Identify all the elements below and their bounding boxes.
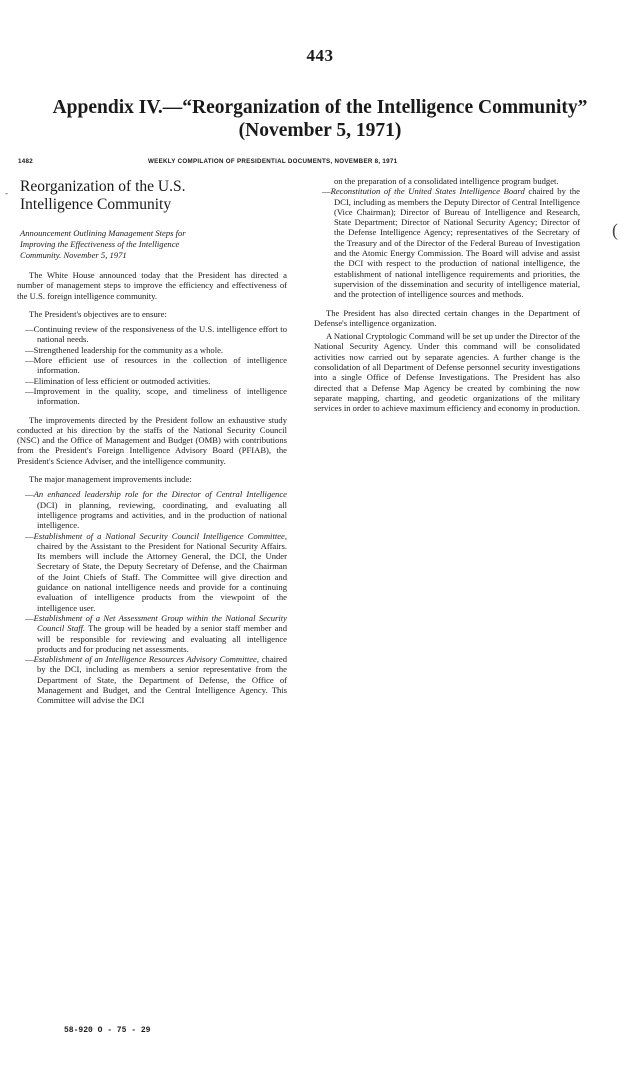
appendix-title-line: Appendix IV.—“Reorganization of the Intelligence Community”: [52, 97, 588, 118]
page-number: 443: [306, 46, 334, 65]
list-item-text: (DCI) in planning, reviewing, coordinating, and evaluating all intelligence programs and activities, and in the production of national intelligence.: [37, 499, 287, 531]
defense-paragraph: The President has also directed certain changes in the Department of Defense's intelligence organization.: [314, 307, 580, 328]
list-item: —An enhanced leadership role for the Director of Central Intelligence (DCI) in planning, reviewing, coordinating, and evaluating all intelligence programs and activities, and in the production of national intelligence.: [25, 489, 287, 531]
list-item-text: chaired by the DCI, including as members the Deputy Director of Central Intelligence (Vice Chairman); Director of Bureau of Intelligence and Research, State Department; Director of National Security Agency; Director of the Defense Intelligence Agency; representatives of the Secretary of the Treasury and of the Director of the Federal Bureau of Investigation and the Atomic Energy Commission. The Board will advise and assist the DCI with respect to the production of national intelligence, the establishment of national intelligence requirements and priorities, the supervision of the dissemination and security of intelligence material, and the protection of intelligence sources and methods.: [334, 186, 580, 300]
list-item: —Establishment of a National Security Council Intelligence Committee, chaired by the Assistant to the President for National Security Affairs. Its members will include the Attorney General, the DCI, the Under Secretary of State, the Deputy Secretary of Defense, and the Chairman of the Joint Chiefs of Staff. The Committee will give direction and guidance on national intelligence needs and provide for a continuing evaluation of intelligence products from the viewpoint of the intelligence user.: [25, 530, 287, 613]
list-item-heading: Establishment of a Net Assessment Group within the National Security Council Staff.: [33, 612, 287, 634]
list-item-heading: Establishment of a National Security Council Intelligence Committee,: [33, 530, 287, 541]
list-item-continuation: on the preparation of a consolidated intelligence program budget.: [334, 176, 559, 186]
list-item: —Strengthened leadership for the community as a whole.: [25, 344, 224, 355]
study-paragraph: The improvements directed by the President follow an exhaustive study conducted at his direction by the staffs of the National Security Council (NSC) and the Office of Management and Budget (OMB) with contributions from the President's Foreign Intelligence Advisory Board (PFIAB), the President's Science Adviser, and the intelligence community.: [17, 414, 287, 466]
announcement-line: Community. November 5, 1971: [20, 250, 127, 260]
continued-list: [322, 176, 580, 300]
intro-paragraph: The White House announced today that the President has directed a number of management steps to improve the efficiency and effectiveness of the U.S. foreign intelligence community.: [17, 270, 287, 301]
right-column: [314, 176, 580, 414]
left-column: [17, 176, 287, 706]
article-title-line: Intelligence Community: [20, 196, 172, 213]
list-item: —Reconstitution of the United States Intelligence Board chaired by the DCI, including as members the Deputy Director of Central Intelligence (Vice Chairman); Director of Bureau of Intelligence and Research, State Department; Director of National Security Agency; Director of the Defense Intelligence Agency; representatives of the Secretary of the Treasury and of the Director of the Federal Bureau of Investigation and the Atomic Energy Commission. The Board will advise and assist the DCI with respect to the production of national intelligence, the establishment of national intelligence requirements and priorities, the supervision of the dissemination and security of intelligence material, and the protection of intelligence sources and methods.: [322, 186, 580, 300]
list-item: —Establishment of a Net Assessment Group within the National Security Council Staff. The group will be headed by a senior staff member and will be responsible for reviewing and evaluating all intelligence products and for producing net assessments.: [25, 612, 288, 654]
objectives-list: [25, 324, 287, 406]
list-item: —Elimination of less efficient or outmoded activities.: [25, 375, 211, 386]
improvements-list: [25, 489, 287, 705]
list-item: —Continuing review of the responsiveness of the U.S. intelligence effort to national needs.: [25, 324, 287, 345]
list-item-text: chaired by the DCI, including as members a senior representative from the Department of State, the Department of Defense, the Office of Management and Budget, and the Central Intelligence Agency. This Committee will advise the DCI: [37, 654, 288, 706]
list-item: —Improvement in the quality, scope, and timeliness of intelligence information.: [25, 385, 287, 407]
list-item-heading: An enhanced leadership role for the Director of Central Intelligence: [33, 489, 287, 500]
article-title: [20, 178, 287, 214]
running-head-publication: WEEKLY COMPILATION OF PRESIDENTIAL DOCUMENTS, NOVEMBER 8, 1971: [148, 158, 398, 165]
margin-dash-mark: -: [5, 188, 8, 198]
cryptologic-paragraph: A National Cryptologic Command will be set up under the Director of the National Security Agency. Under this command will be consolidated activities now carried out by separate agencies. A further change is the consolidation of all Department of Defense personnel security investigations into a single Office of Defense Investigations. The President has also directed that a Defense Map Agency be created by combining the now separate mapping, charting, and geodetic organizations of the military services in order to achieve maximum efficiency and economy in production.: [314, 331, 580, 414]
list-item-heading: Reconstitution of the United States Intelligence Board: [330, 186, 525, 197]
announcement-line: Improving the Effectiveness of the Intelligence: [20, 239, 180, 249]
list-item-text: The group will be headed by a senior staff member and will be responsible for reviewing and evaluating all intelligence products and for producing net assessments.: [37, 623, 288, 654]
announcement-line: Announcement Outlining Management Steps for: [20, 228, 186, 238]
margin-parenthesis-mark: (: [612, 220, 618, 240]
announcement-subtitle: [20, 228, 287, 261]
list-item: —Establishment of an Intelligence Resources Advisory Committee, chaired by the DCI, including as members a senior representative from the Department of State, the Department of Defense, the Office of Management and Budget, and the Central Intelligence Agency. This Committee will advise the DCI: [25, 654, 288, 706]
article-title-line: Reorganization of the U.S.: [20, 178, 186, 195]
list-item-text: chaired by the Assistant to the President for National Security Affairs. Its members will include the Attorney General, the DCI, the Under Secretary of State, the Deputy Secretary of Defense, and the Chairman of the Joint Chiefs of Staff. The Committee will give direction and guidance on national intelligence needs and provide for a continuing evaluation of intelligence products from the viewpoint of the intelligence user.: [37, 540, 287, 613]
improvements-lead: The major management improvements include:: [29, 474, 192, 485]
appendix-title: [10, 96, 630, 142]
list-item: —More efficient use of resources in the collection of intelligence information.: [25, 355, 287, 376]
appendix-title-date: (November 5, 1971): [238, 120, 402, 141]
list-item-heading: Establishment of an Intelligence Resources Advisory Committee,: [33, 654, 260, 665]
objectives-lead: The President's objectives are to ensure:: [29, 308, 167, 319]
running-head-folio: 1482: [18, 158, 33, 165]
footer-print-code: 58-920 O - 75 - 29: [64, 1026, 151, 1035]
